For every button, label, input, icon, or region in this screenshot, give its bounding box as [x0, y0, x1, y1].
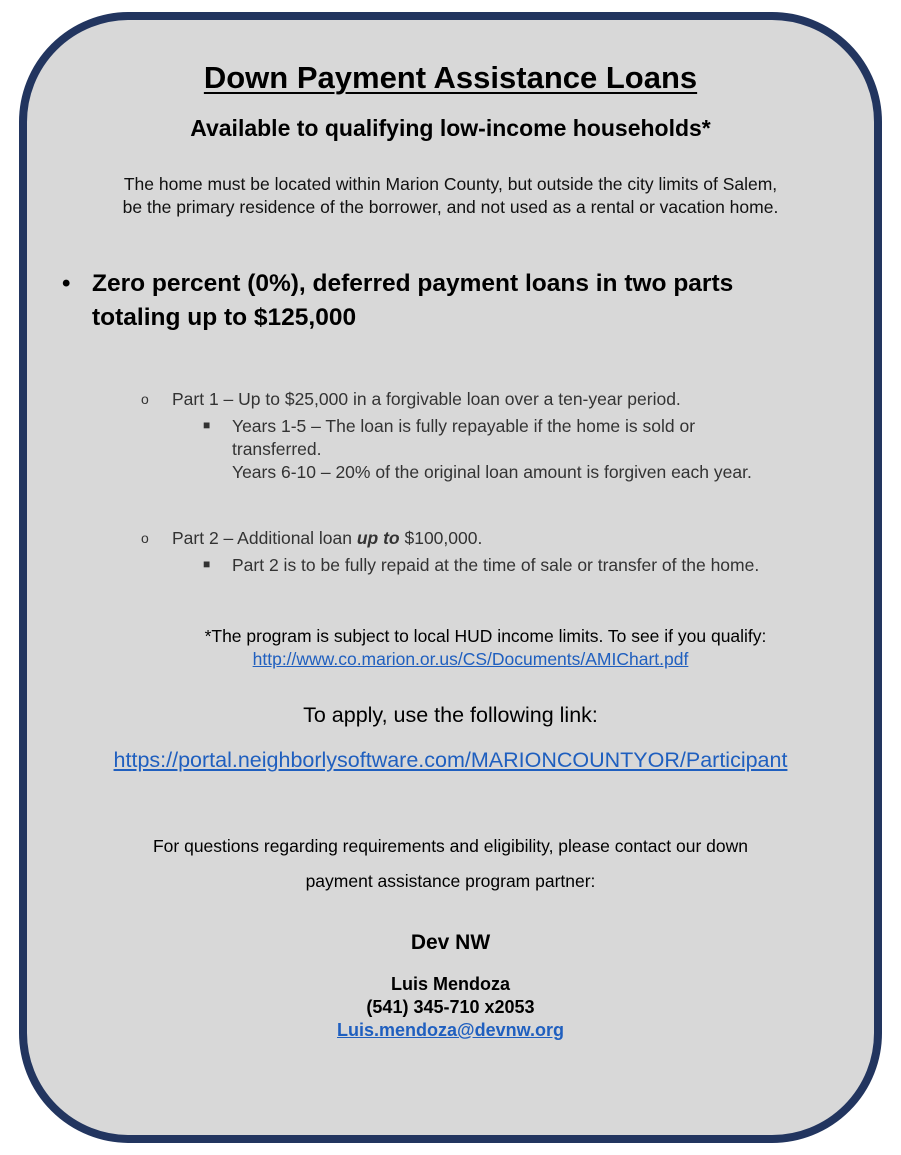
square-bullet-icon: ■ — [203, 418, 211, 432]
bullet-dot-icon: • — [62, 270, 71, 297]
subtitle: Available to qualifying low-income households* — [190, 115, 711, 141]
part1-sub-item — [232, 415, 752, 484]
main-bullet-line-1: Zero percent (0%), deferred payment loans in two parts — [92, 270, 734, 297]
portal-link-row — [0, 748, 901, 773]
ami-chart-link[interactable]: http://www.co.marion.or.us/CS/Documents/AMIChart.pdf — [252, 649, 689, 669]
questions-paragraph — [0, 829, 901, 899]
income-note — [70, 625, 901, 648]
questions-line-1: For questions regarding requirements and eligibility, please contact our down — [152, 836, 748, 856]
part1-sub1-line-2: transferred. — [232, 439, 322, 459]
main-bullet-line-2: totaling up to $125,000 — [92, 304, 357, 331]
circle-bullet-icon: o — [141, 530, 149, 546]
apply-text: To apply, use the following link: — [303, 703, 598, 727]
part2-label-prefix: Part 2 – Additional loan — [172, 528, 357, 548]
part2-sub: Part 2 is to be fully repaid at the time of sale or transfer of the home. — [232, 555, 760, 575]
circle-bullet-icon: o — [141, 391, 149, 407]
ami-chart-link-row — [40, 648, 901, 671]
intro-line-1: The home must be located within Marion County, but outside the city limits of Salem, — [123, 174, 778, 194]
contact-block — [0, 973, 901, 1042]
part1-label: Part 1 – Up to $25,000 in a forgivable loan over a ten-year period. — [172, 389, 681, 409]
portal-link[interactable]: https://portal.neighborlysoftware.com/MARIONCOUNTYOR/Participant — [113, 748, 788, 772]
square-bullet-icon: ■ — [203, 557, 211, 571]
partner-org: Dev NW — [410, 931, 491, 954]
contact-name: Luis Mendoza — [390, 974, 510, 994]
page-title: Down Payment Assistance Loans — [203, 60, 698, 95]
part1-sub1-line-1: Years 1-5 – The loan is fully repayable if the home is sold or — [232, 416, 696, 436]
contact-email-link[interactable]: Luis.mendoza@devnw.org — [337, 1020, 564, 1040]
part1-sub2: Years 6-10 – 20% of the original loan amount is forgiven each year. — [232, 462, 752, 482]
part2-label — [172, 527, 482, 550]
contact-phone: (541) 345-710 x2053 — [366, 997, 535, 1017]
intro-paragraph — [0, 173, 901, 219]
questions-line-2: payment assistance program partner: — [305, 871, 596, 891]
income-note-text: *The program is subject to local HUD income limits. To see if you qualify: — [204, 626, 767, 646]
main-bullet — [62, 267, 832, 335]
part2-label-emphasis: up to — [356, 528, 400, 548]
intro-line-2: be the primary residence of the borrower, and not used as a rental or vacation home. — [122, 197, 779, 217]
part2-label-suffix: $100,000. — [399, 528, 483, 548]
